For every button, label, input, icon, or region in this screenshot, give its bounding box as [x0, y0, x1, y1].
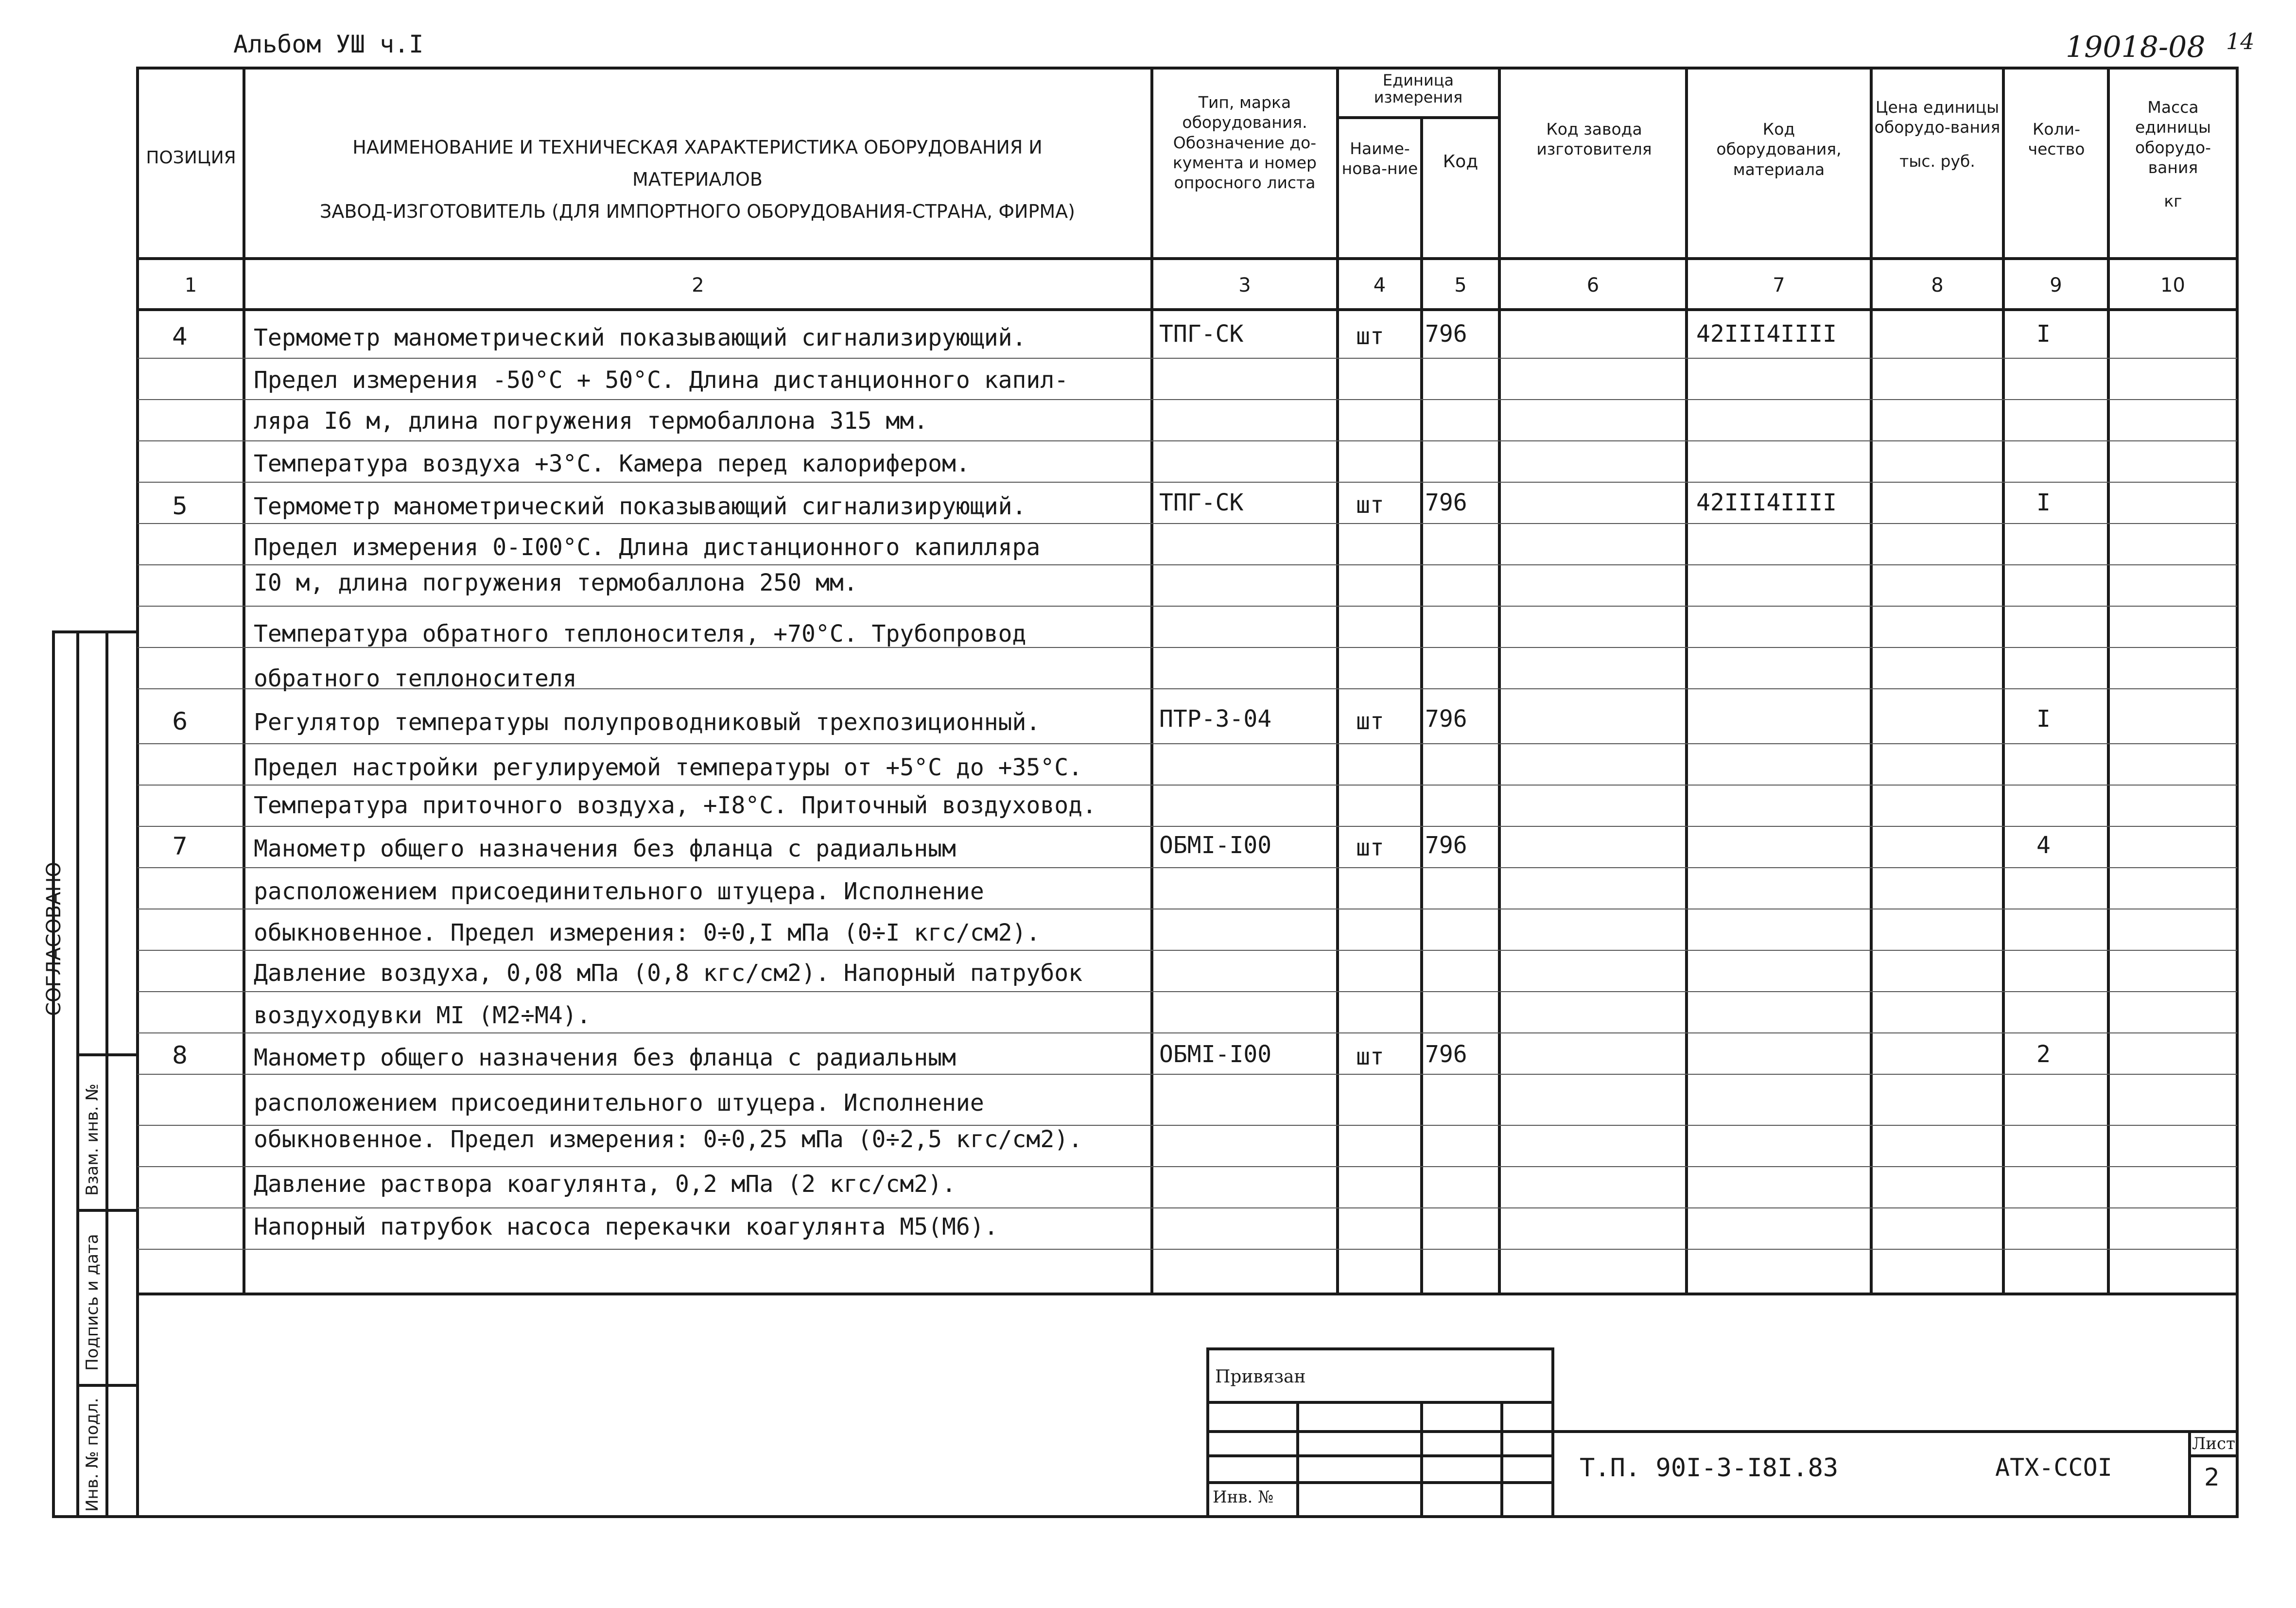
- position-number: 8: [172, 1041, 188, 1069]
- header-unit-group: Единица измерения: [1374, 71, 1463, 107]
- item-unit-code: 796: [1425, 320, 1467, 348]
- item-quantity: I: [2036, 489, 2051, 516]
- sheet-number-top: 14: [2226, 28, 2255, 54]
- header-quantity: Коли-чество: [2028, 120, 2085, 159]
- item-type: ОБМI-I00: [1159, 832, 1272, 859]
- position-number: 7: [172, 832, 188, 860]
- item-description: Манометр общего назначения без фланца с радиальным: [254, 835, 956, 862]
- header-price-label: Цена единицы оборудо-вания: [1874, 98, 2000, 137]
- item-description: Давление воздуха, 0,08 мПа (0,8 кгс/см2). Напорный патрубок: [254, 960, 1083, 987]
- item-unit-code: 796: [1425, 1041, 1467, 1068]
- item-type: ОБМI-I00: [1159, 1041, 1272, 1068]
- item-quantity: 2: [2036, 1041, 2051, 1068]
- header-factory-code: Код завода изготовителя: [1536, 120, 1652, 159]
- doc-number: 19018-08: [2066, 30, 2206, 64]
- stamp-privyazan: Привязан: [1215, 1367, 1306, 1387]
- item-description: Напорный патрубок насоса перекачки коагулянта М5(М6).: [254, 1213, 998, 1241]
- col-number-9: 9: [2050, 274, 2062, 297]
- stamp-inv-number: Инв. №: [1213, 1487, 1274, 1507]
- item-type: ТПГ-СК: [1159, 320, 1244, 348]
- item-description: ляра I6 м, длина погружения термобаллона 315 мм.: [254, 407, 928, 435]
- item-description: Температура воздуха +3°С. Камера перед калорифером.: [254, 450, 970, 477]
- col-number-7: 7: [1773, 274, 1785, 297]
- item-description: обыкновенное. Предел измерения: 0÷0,25 мПа (0÷2,5 кгс/см2).: [254, 1126, 1083, 1153]
- item-unit: шт: [1356, 834, 1384, 861]
- header-name-line3: ЗАВОД-ИЗГОТОВИТЕЛЬ (ДЛЯ ИМПОРТНОГО ОБОРУДОВАНИЯ-СТРАНА, ФИРМА): [320, 201, 1075, 222]
- side-label-soglasovano: СОГЛАСОВАНО: [43, 861, 65, 1016]
- item-description: Термометр манометрический показывающий сигнализирующий.: [254, 324, 1026, 351]
- item-description: воздуходувки МI (М2÷М4).: [254, 1002, 591, 1029]
- project-code: Т.П. 90I-3-I8I.83: [1580, 1453, 1839, 1483]
- side-label-podpis-data: Подпись и дата: [83, 1234, 102, 1371]
- col-number-8: 8: [1931, 274, 1944, 297]
- item-description: расположением присоединительного штуцера. Исполнение: [254, 878, 984, 905]
- header-price: [1874, 97, 2000, 171]
- header-mass-label: Масса единицы оборудо-вания: [2135, 98, 2211, 177]
- drawing-code: АТХ-ССОI: [1995, 1453, 2112, 1482]
- item-quantity: I: [2036, 705, 2051, 733]
- side-label-inv-podl: Инв. № подл.: [83, 1398, 102, 1512]
- item-equipment-code: 42III4IIII: [1696, 489, 1837, 516]
- item-unit: шт: [1356, 1043, 1384, 1070]
- col-number-6: 6: [1586, 274, 1600, 297]
- header-mass: [2111, 97, 2235, 211]
- item-unit-code: 796: [1425, 832, 1467, 859]
- position-number: 4: [172, 322, 188, 350]
- item-description: обыкновенное. Предел измерения: 0÷0,I мПа (0÷I кгс/см2).: [254, 919, 1041, 946]
- item-description: Предел настройки регулируемой температуры от +5°С до +35°С.: [254, 754, 1083, 781]
- item-description: Термометр манометрический показывающий сигнализирующий.: [254, 493, 1026, 520]
- header-price-unit: тыс. руб.: [1899, 151, 1975, 171]
- item-description: Температура обратного теплоносителя, +70°С. Трубопровод: [254, 620, 1026, 647]
- col-number-5: 5: [1454, 274, 1467, 297]
- item-description: Регулятор температуры полупроводниковый трехпозиционный.: [254, 709, 1041, 736]
- item-type: ТПГ-СК: [1159, 489, 1244, 516]
- item-description: Манометр общего назначения без фланца с радиальным: [254, 1044, 956, 1071]
- item-type: ПТР-3-04: [1159, 705, 1272, 733]
- header-name: [253, 131, 1142, 227]
- item-description: I0 м, длина погружения термобаллона 250 мм.: [254, 569, 858, 596]
- col-number-2: 2: [692, 274, 704, 297]
- header-name-line2: МАТЕРИАЛОВ: [632, 169, 763, 190]
- item-description: Температура приточного воздуха, +I8°С. Приточный воздуховод.: [254, 792, 1096, 819]
- header-name-line1: НАИМЕНОВАНИЕ И ТЕХНИЧЕСКАЯ ХАРАКТЕРИСТИКА ОБОРУДОВАНИЯ И: [352, 137, 1043, 158]
- item-quantity: 4: [2036, 832, 2051, 859]
- item-unit: шт: [1356, 323, 1384, 350]
- item-unit: шт: [1356, 708, 1384, 735]
- side-label-vzam-inv: Взам. инв. №: [83, 1084, 102, 1196]
- position-number: 5: [172, 492, 188, 520]
- item-unit-code: 796: [1425, 489, 1467, 516]
- header-position: ПОЗИЦИЯ: [146, 148, 236, 168]
- sheet-number: 2: [2204, 1463, 2220, 1491]
- item-equipment-code: 42III4IIII: [1696, 320, 1837, 348]
- item-unit: шт: [1356, 491, 1384, 519]
- header-unit-code: Код: [1443, 152, 1478, 172]
- item-quantity: I: [2036, 320, 2051, 348]
- col-number-10: 10: [2160, 274, 2185, 297]
- header-unit-name: Наиме-нова-ние: [1341, 139, 1418, 178]
- item-description: обратного теплоносителя: [254, 665, 577, 692]
- album-title: Альбом УШ ч.I: [233, 30, 424, 58]
- col-number-3: 3: [1238, 274, 1251, 297]
- col-number-4: 4: [1373, 274, 1386, 297]
- position-number: 6: [172, 707, 188, 735]
- sheet-label: Лист: [2192, 1434, 2235, 1453]
- header-type: Тип, марка оборудования. Обозначение до-кумента и номер опросного листа: [1172, 93, 1317, 192]
- header-equipment-code: Код оборудования, материала: [1716, 120, 1842, 179]
- item-unit-code: 796: [1425, 705, 1467, 733]
- item-description: расположением присоединительного штуцера. Исполнение: [254, 1089, 984, 1117]
- item-description: Давление раствора коагулянта, 0,2 мПа (2 кгс/см2).: [254, 1171, 956, 1198]
- item-description: Предел измерения -50°С + 50°С. Длина дистанционного капил-: [254, 367, 1069, 394]
- item-description: Предел измерения 0-I00°С. Длина дистанционного капилляра: [254, 534, 1041, 561]
- header-mass-unit: кг: [2164, 192, 2182, 210]
- col-number-1: 1: [184, 274, 197, 297]
